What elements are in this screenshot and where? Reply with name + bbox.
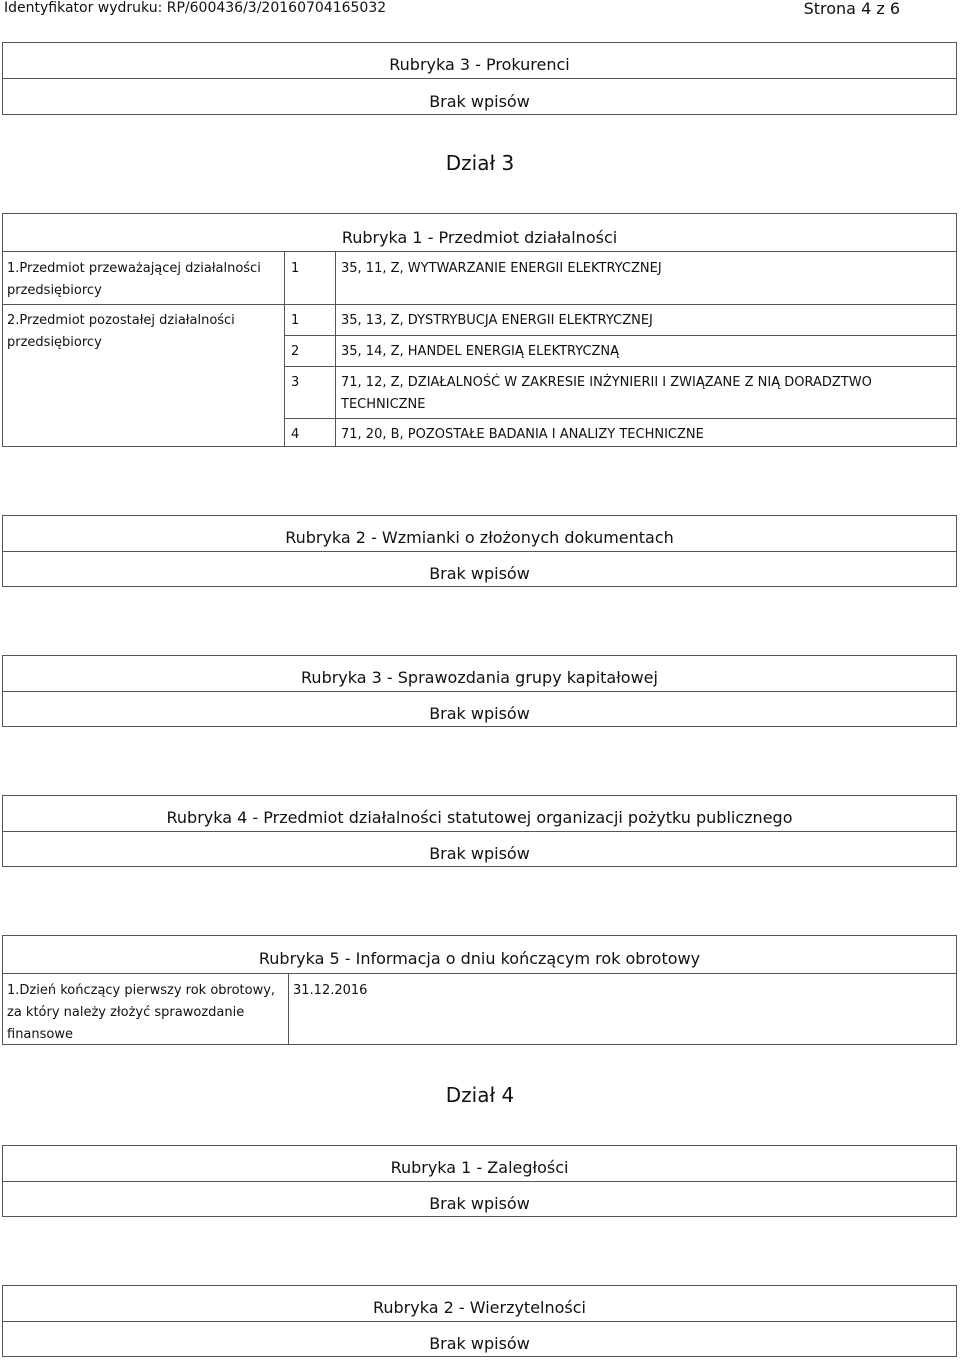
row-divider	[285, 366, 956, 367]
row-number: 2	[291, 344, 300, 359]
section-title: Rubryka 3 - Sprawozdania grupy kapitałowej	[3, 656, 956, 692]
section-title: Rubryka 3 - Prokurenci	[3, 43, 956, 79]
row-number: 1	[291, 261, 300, 276]
label-main-activity: 1.Przedmiot przeważającej działalności przedsiębiorcy	[7, 261, 261, 298]
activity-code: 35, 13, Z, DYSTRYBUCJA ENERGII ELEKTRYCZNEJ	[341, 313, 653, 328]
activity-code: 71, 20, B, POZOSTAŁE BADANIA I ANALIZY TECHNICZNE	[341, 427, 704, 442]
page-number: Strona 4 z 6	[803, 0, 900, 18]
activity-code: 71, 12, Z, DZIAŁALNOŚĆ W ZAKRESIE INŻYNIERII I ZWIĄZANE Z NIĄ DORADZTWO TECHNICZNE	[341, 375, 872, 412]
row-divider	[285, 418, 956, 419]
dzial-3-heading: Dział 3	[445, 151, 515, 175]
section-value: Brak wpisów	[429, 1334, 530, 1353]
fiscal-year-label: 1.Dzień kończący pierwszy rok obrotowy, za który należy złożyć sprawozdanie finansowe	[7, 983, 276, 1042]
print-identifier: Identyfikator wydruku: RP/600436/3/20160704165032	[4, 0, 387, 16]
section-value: Brak wpisów	[429, 844, 530, 863]
row-number: 4	[291, 427, 300, 442]
section-title: Rubryka 5 - Informacja o dniu kończącym rok obrotowy	[3, 936, 956, 974]
section-title: Rubryka 2 - Wzmianki o złożonych dokumentach	[3, 516, 956, 552]
section-przedmiot-dzialalnosci	[2, 213, 957, 447]
section-value: Brak wpisów	[429, 92, 530, 111]
section-rok-obrotowy	[2, 935, 957, 1045]
row-divider	[285, 304, 956, 305]
section-title: Rubryka 1 - Przedmiot działalności	[3, 214, 956, 252]
activity-code: 35, 14, Z, HANDEL ENERGIĄ ELEKTRYCZNĄ	[341, 344, 620, 359]
fiscal-year-end-date: 31.12.2016	[293, 983, 368, 998]
section-value: Brak wpisów	[429, 564, 530, 583]
dzial-4-heading: Dział 4	[445, 1083, 515, 1107]
activity-code: 35, 11, Z, WYTWARZANIE ENERGII ELEKTRYCZNEJ	[341, 261, 662, 276]
section-title: Rubryka 1 - Zaległości	[3, 1146, 956, 1182]
section-opp	[2, 795, 957, 867]
row-divider	[3, 304, 284, 305]
section-title: Rubryka 2 - Wierzytelności	[3, 1286, 956, 1322]
row-number: 3	[291, 375, 300, 390]
label-other-activity: 2.Przedmiot pozostałej działalności przedsiębiorcy	[7, 313, 235, 350]
row-divider	[285, 335, 956, 336]
section-wierzytelnosci	[2, 1285, 957, 1357]
row-number: 1	[291, 313, 300, 328]
section-sprawozdania	[2, 655, 957, 727]
section-wzmianki	[2, 515, 957, 587]
section-title: Rubryka 4 - Przedmiot działalności statutowej organizacji pożytku publicznego	[3, 796, 956, 832]
section-prokurenci	[2, 42, 957, 115]
column-divider	[288, 973, 289, 1045]
section-value: Brak wpisów	[429, 1194, 530, 1213]
section-zaleglosci	[2, 1145, 957, 1217]
section-value: Brak wpisów	[429, 704, 530, 723]
